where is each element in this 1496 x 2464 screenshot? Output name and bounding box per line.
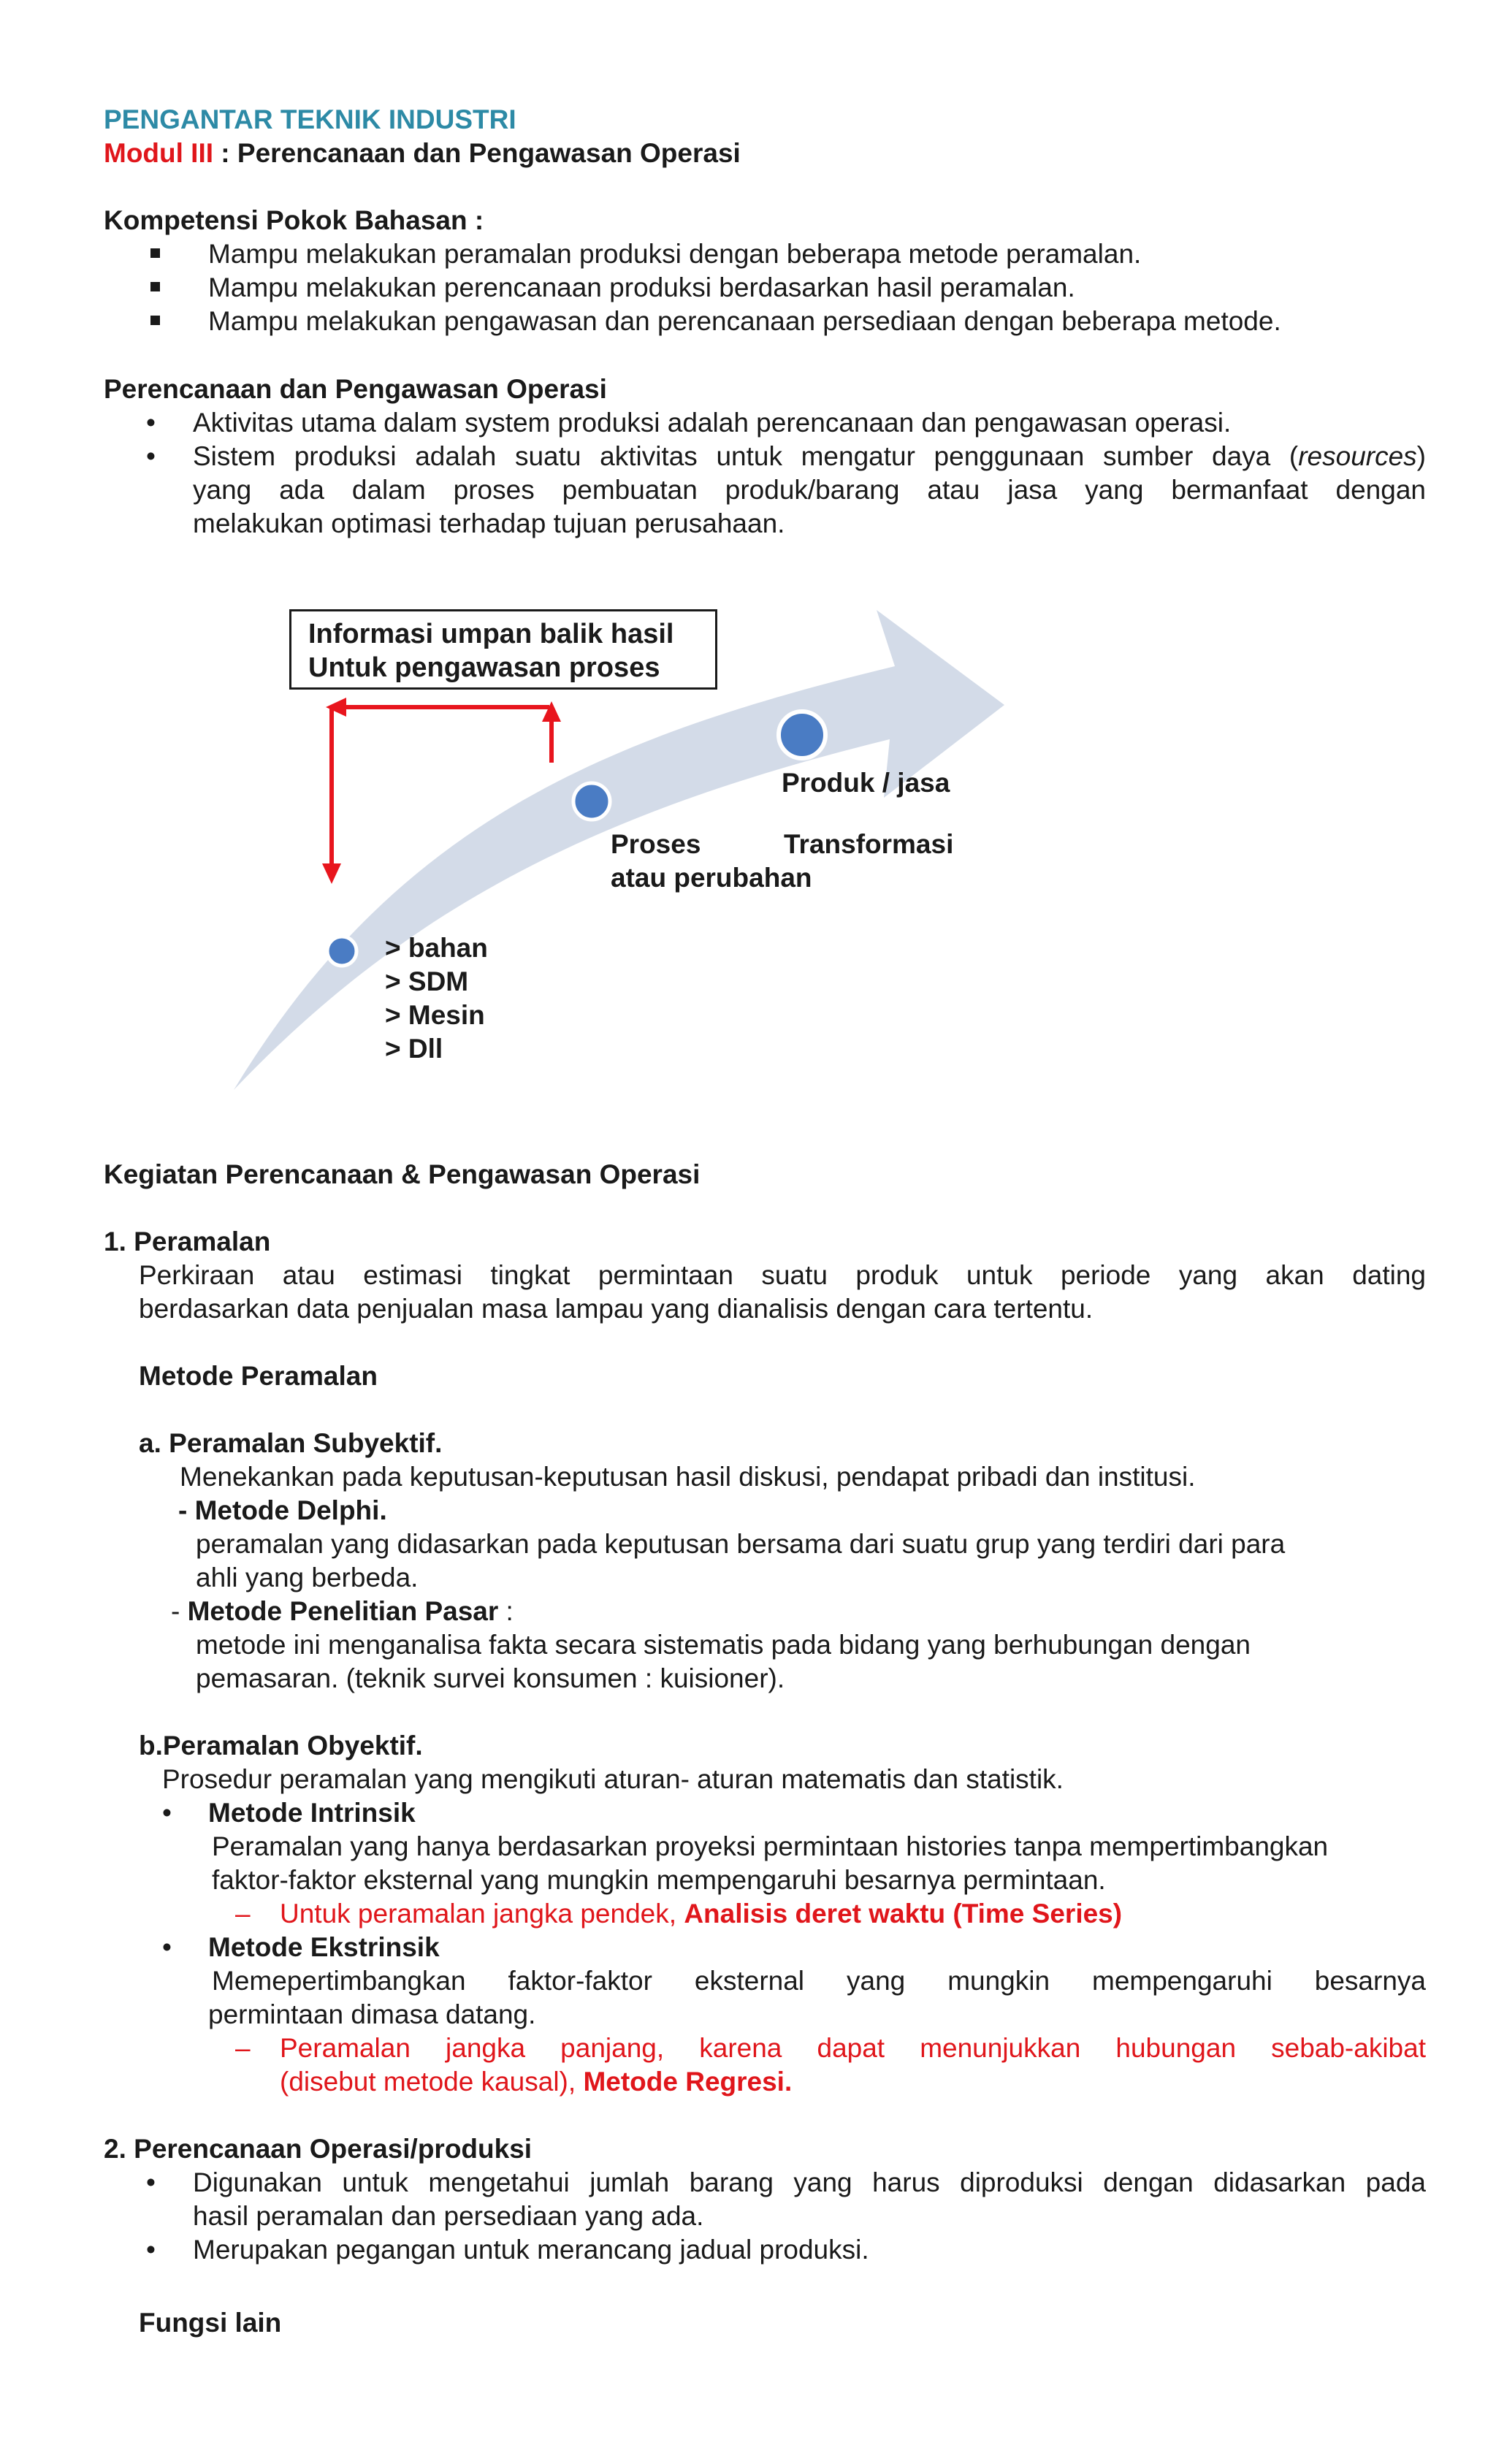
intro-heading: Perencanaan dan Pengawasan Operasi bbox=[104, 374, 607, 404]
input-item: > bahan bbox=[385, 933, 488, 963]
intro-item-2-line-3: melakukan optimasi terhadap tujuan perusahaan. bbox=[193, 508, 785, 538]
bullet-icon: • bbox=[162, 1932, 172, 1962]
ekstrinsik-note-line-2 bbox=[280, 2065, 792, 2099]
intro-item-2-line-2: yang ada dalam proses pembuatan produk/barang atau jasa yang bermanfaat dengan bbox=[193, 475, 1426, 505]
output-label: Produk / jasa bbox=[782, 768, 950, 798]
process-label-proses: Proses bbox=[611, 829, 701, 859]
obyektif-title: b.Peramalan Obyektif. bbox=[139, 1731, 423, 1761]
intrinsik-note-text: Untuk peramalan jangka pendek, bbox=[280, 1899, 684, 1929]
pasar-line-1: metode ini menganalisa fakta secara sistematis pada bidang yang berhubungan dengan bbox=[196, 1630, 1251, 1660]
subyektif-title: a. Peramalan Subyektif. bbox=[139, 1428, 443, 1458]
intrinsik-line-1: Peramalan yang hanya berdasarkan proyeksi permintaan histories tanpa mempertimbangkan bbox=[212, 1831, 1329, 1861]
feedback-info-box bbox=[289, 609, 717, 690]
module-name: : Perencanaan dan Pengawasan Operasi bbox=[213, 138, 741, 168]
section-2-item-2: Merupakan pegangan untuk merancang jadual produksi. bbox=[193, 2235, 869, 2265]
input-item: > Mesin bbox=[385, 1000, 485, 1030]
process-node bbox=[573, 783, 610, 820]
course-title: PENGANTAR TEKNIK INDUSTRI bbox=[104, 104, 516, 134]
ekstrinsik-note-method: Metode Regresi. bbox=[583, 2067, 793, 2097]
bullet-icon: • bbox=[146, 2235, 156, 2265]
intro-item-2-text: Sistem produksi adalah suatu aktivitas untuk mengatur penggunaan sumber daya ( bbox=[193, 441, 1299, 471]
intro-item-2-close: ) bbox=[1416, 441, 1426, 471]
kompetensi-item: Mampu melakukan peramalan produksi dengan beberapa metode peramalan. bbox=[208, 239, 1142, 269]
pasar-line-2: pemasaran. (teknik survei konsumen : kuisioner). bbox=[196, 1663, 785, 1693]
intro-item-1: Aktivitas utama dalam system produksi adalah perencanaan dan pengawasan operasi. bbox=[193, 408, 1232, 438]
section-1-title: 1. Peramalan bbox=[104, 1227, 271, 1256]
pasar-dash: - bbox=[171, 1596, 188, 1626]
kompetensi-heading: Kompetensi Pokok Bahasan : bbox=[104, 205, 484, 235]
pasar-name: Metode Penelitian Pasar bbox=[187, 1596, 499, 1626]
input-node bbox=[327, 937, 356, 966]
intrinsik-note-method: Analisis deret waktu (Time Series) bbox=[684, 1899, 1123, 1929]
pasar-title bbox=[171, 1595, 514, 1628]
ekstrinsik-line-1: Memepertimbangkan faktor-faktor eksternal yang mungkin mempengaruhi besarnya bbox=[212, 1966, 1426, 1996]
obyektif-desc: Prosedur peramalan yang mengikuti aturan- aturan matematis dan statistik. bbox=[162, 1764, 1064, 1794]
process-label-transformasi: Transformasi bbox=[784, 829, 954, 859]
metode-heading: Metode Peramalan bbox=[139, 1361, 378, 1391]
feedback-arrow-up-icon bbox=[542, 701, 561, 722]
ekstrinsik-note-line-1: Peramalan jangka panjang, karena dapat menunjukkan hubungan sebab-akibat bbox=[280, 2033, 1426, 2063]
delphi-title: - Metode Delphi. bbox=[178, 1495, 387, 1525]
section-2-item-1-line-1: Digunakan untuk mengetahui jumlah barang yang harus diproduksi dengan didasarkan pada bbox=[193, 2167, 1426, 2197]
intro-item-2-italic: resources bbox=[1298, 441, 1417, 471]
feedback-line-2: Untuk pengawasan proses bbox=[308, 652, 660, 683]
feedback-line-1: Informasi umpan balik hasil bbox=[308, 619, 674, 649]
input-item: > Dll bbox=[385, 1034, 443, 1064]
intrinsik-line-2: faktor-faktor eksternal yang mungkin mempengaruhi besarnya permintaan. bbox=[212, 1865, 1106, 1895]
bullet-icon: • bbox=[162, 1798, 172, 1828]
kompetensi-item: Mampu melakukan pengawasan dan perencanaan persediaan dengan beberapa metode. bbox=[208, 306, 1281, 336]
section-1-line-2: berdasarkan data penjualan masa lampau yang dianalisis dengan cara tertentu. bbox=[139, 1294, 1094, 1324]
delphi-line-2: ahli yang berbeda. bbox=[196, 1563, 419, 1593]
intrinsik-note bbox=[280, 1897, 1122, 1931]
fungsi-lain-heading: Fungsi lain bbox=[139, 2308, 282, 2338]
feedback-arrow-down-icon bbox=[322, 863, 341, 884]
dash-bullet-icon: – bbox=[235, 2033, 251, 2063]
bullet-icon: • bbox=[146, 2167, 156, 2197]
bullet-icon: • bbox=[146, 408, 156, 438]
process-label-perubahan: atau perubahan bbox=[611, 863, 812, 893]
pasar-colon: : bbox=[498, 1596, 514, 1626]
feedback-arrow-left-icon bbox=[326, 698, 346, 717]
output-node bbox=[779, 712, 825, 758]
section-1-line-1: Perkiraan atau estimasi tingkat permintaan suatu produk untuk periode yang akan dating bbox=[139, 1260, 1426, 1290]
module-label: Modul III bbox=[104, 138, 214, 168]
ekstrinsik-note-text: (disebut metode kausal), bbox=[280, 2067, 584, 2097]
ekstrinsik-title: Metode Ekstrinsik bbox=[208, 1932, 440, 1962]
delphi-line-1: peramalan yang didasarkan pada keputusan bersama dari suatu grup yang terdiri dari para bbox=[196, 1529, 1286, 1559]
kompetensi-item: Mampu melakukan perencanaan produksi berdasarkan hasil peramalan. bbox=[208, 272, 1075, 302]
dash-bullet-icon: – bbox=[235, 1899, 251, 1929]
subyektif-desc: Menekankan pada keputusan-keputusan hasil diskusi, pendapat pribadi dan institusi. bbox=[180, 1462, 1196, 1492]
kegiatan-heading: Kegiatan Perencanaan & Pengawasan Operasi bbox=[104, 1159, 701, 1189]
input-item: > SDM bbox=[385, 966, 469, 996]
section-2-item-1-line-2: hasil peramalan dan persediaan yang ada. bbox=[193, 2201, 704, 2231]
section-2-title: 2. Perencanaan Operasi/produksi bbox=[104, 2134, 533, 2164]
bullet-icon: • bbox=[146, 441, 156, 471]
intrinsik-title: Metode Intrinsik bbox=[208, 1798, 416, 1828]
ekstrinsik-line-2: permintaan dimasa datang. bbox=[208, 1999, 536, 2029]
